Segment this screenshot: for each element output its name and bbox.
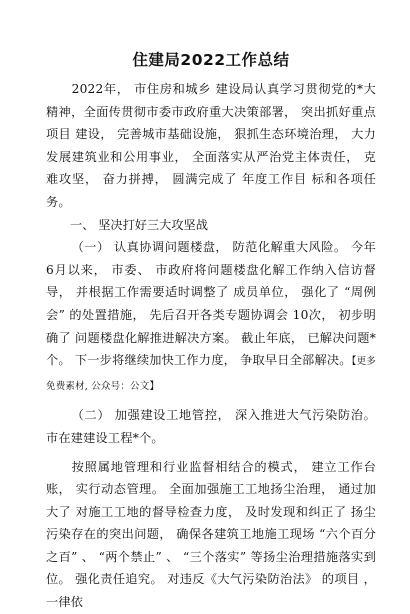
item-1-text: （一） 认真协调问题楼盘， 防范化解重大风险。 今年 6月以来， 市委、 市政府将问题楼盘化解工作纳入信访督导， 并根据工作需要适时调整了 成员单位， 强化了 “周例会” 的处置措施， 先后召开各类专题协调会 10次， 初步明确了 问题楼盘化解推进解决方案。 截止年底， 已解决问题*个。 下一步将继续加快工作力度， 争取早日全部解决。 bbox=[46, 240, 376, 368]
document-title: 住建局2022工作总结 bbox=[132, 51, 290, 69]
promo-note: 【更多 免费素材, 公众号：公文】 bbox=[46, 356, 376, 392]
intro-paragraph: 2022年， 市住房和城乡 建设局认真学习贯彻党的*大精神，全面传贯彻市委市政府重大决策部署， 突出抓好重点项目 建设， 完善城市基础设施， 狠抓生态环境治理， 大力发展建筑业和公用事业， 全面落实从严治党主体责任， 克难攻坚， 奋力拼搏， 圆满完成了 年度工作目 标和各项任务。 bbox=[46, 82, 376, 209]
item-1-paragraph bbox=[46, 236, 376, 398]
section-heading-1: 一、 坚决打好三大攻坚战 bbox=[70, 217, 208, 232]
item-2-paragraph: （二） 加强建设工地管控， 深入推进大气污染防治。 市在建建设工程*个。 bbox=[46, 408, 376, 445]
item-2-body-paragraph: 按照属地管理和行业监督相结合的模式， 建立工作台账， 实行动态管理。 全面加强施工工地扬尘治理， 通过加大了 对施工工地的督导检查力度， 及时发现和纠正了 扬尘污染存在的突出问题， 确保各建筑工地施工现场 “六个百分之百” 、 “两个禁止” 、 “三个落实” 等扬尘治理措施落实到位。 强化责任追究。 对违反《大气污染防治法》 的项目 ， 一律依 bbox=[46, 459, 376, 610]
